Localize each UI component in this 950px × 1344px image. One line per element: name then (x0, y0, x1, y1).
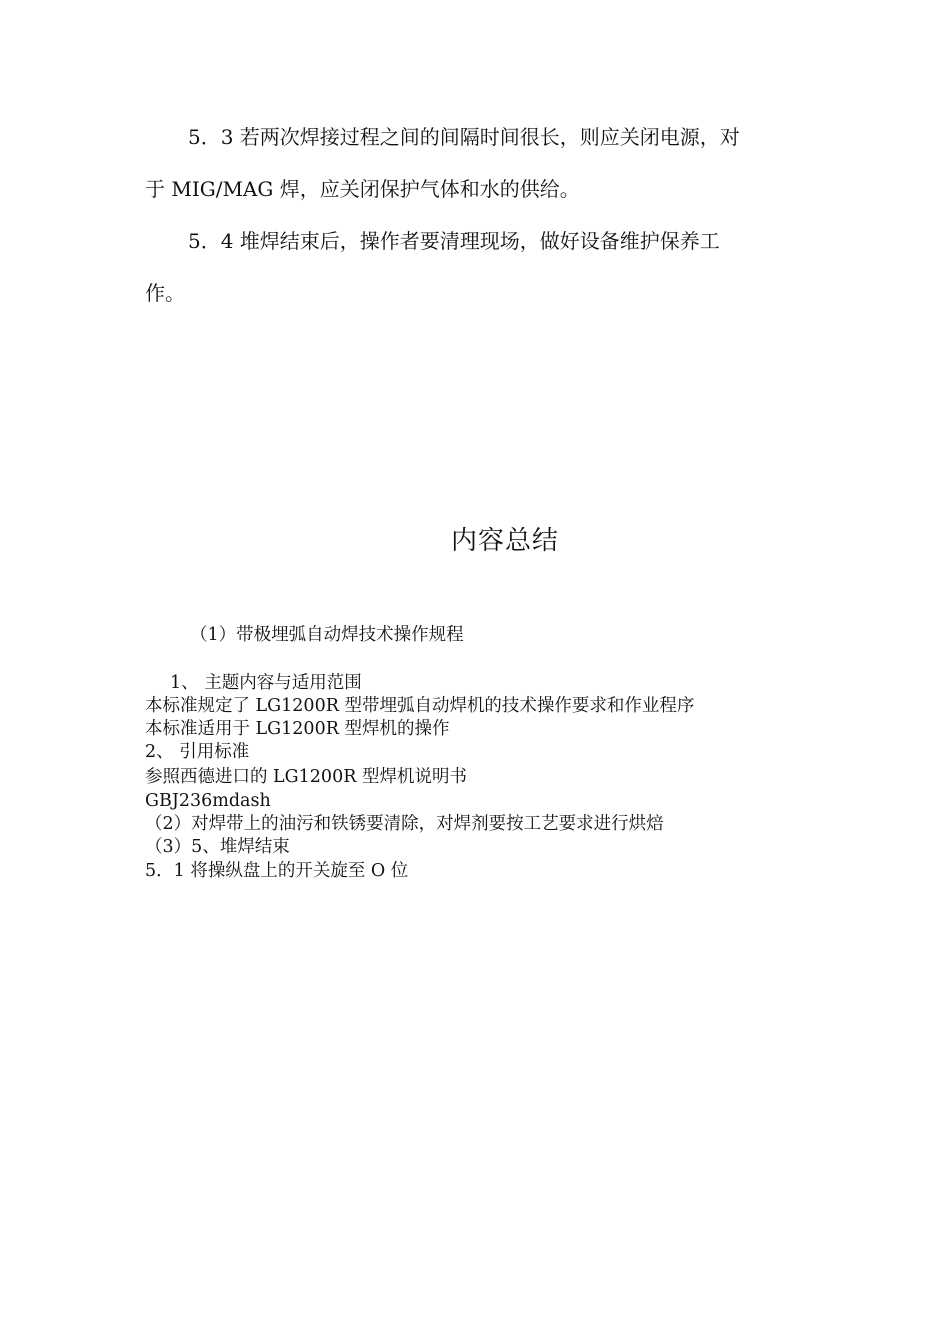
paragraph-5-4-line-2: 作。 (145, 281, 185, 305)
summary-line-standard-code: GBJ236mdash (145, 791, 271, 811)
paragraph-5-4-line-1: 5．4 堆焊结束后，操作者要清理现场，做好设备维护保养工 (188, 229, 720, 253)
summary-line-section-2: 2、 引用标准 (145, 742, 250, 762)
summary-title: 内容总结 (450, 526, 559, 556)
summary-line-item-3: （3）5、堆焊结束 (145, 837, 290, 857)
summary-line-5-1: 5．1 将操纵盘上的开关旋至 O 位 (145, 861, 409, 881)
summary-line-section-1: 1、 主题内容与适用范围 (170, 673, 362, 693)
summary-heading: （1）带极埋弧自动焊技术操作规程 (190, 625, 464, 645)
summary-line-scope: 本标准规定了 LG1200R 型带埋弧自动焊机的技术操作要求和作业程序 (145, 696, 695, 716)
summary-line-reference: 参照西德进口的 LG1200R 型焊机说明书 (145, 767, 467, 787)
summary-line-item-2: （2）对焊带上的油污和铁锈要清除，对焊剂要按工艺要求进行烘焙 (145, 814, 664, 834)
paragraph-5-3-line-2: 于 MIG/MAG 焊，应关闭保护气体和水的供给。 (145, 177, 580, 201)
paragraph-5-3-line-1: 5．3 若两次焊接过程之间的间隔时间很长，则应关闭电源，对 (188, 125, 740, 149)
summary-line-applicability: 本标准适用于 LG1200R 型焊机的操作 (145, 719, 450, 739)
